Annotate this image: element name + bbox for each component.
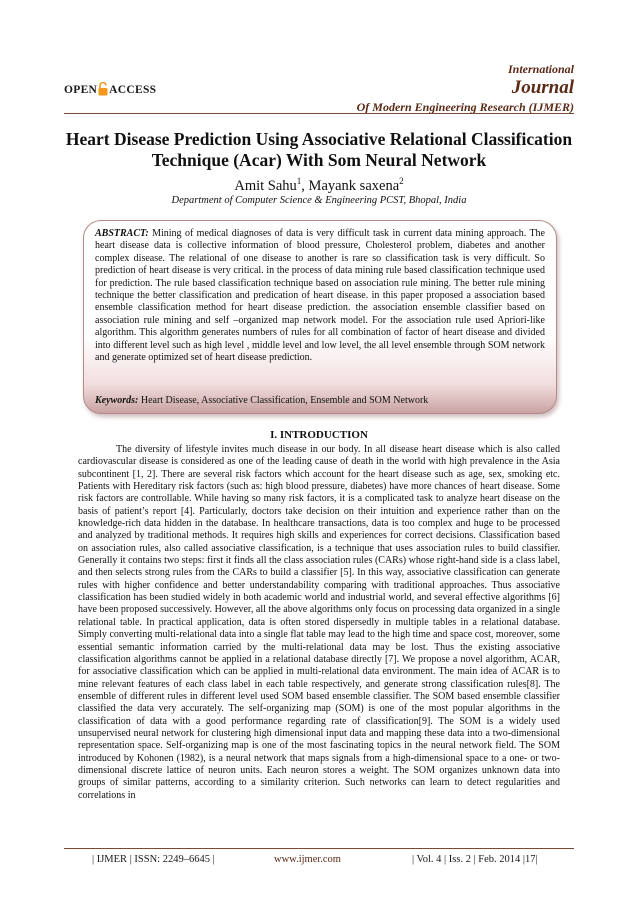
affiliation: Department of Computer Science & Engineering PCST, Bhopal, India bbox=[171, 195, 467, 206]
abstract-box bbox=[83, 220, 557, 414]
journal-line-3: Of Modern Engineering Research (IJMER) bbox=[356, 100, 574, 114]
footer-website[interactable]: www.ijmer.com bbox=[274, 854, 341, 865]
keywords-text: Heart Disease, Associative Classification, Ensemble and SOM Network bbox=[138, 395, 429, 406]
abstract bbox=[95, 228, 545, 364]
header-divider bbox=[64, 113, 574, 114]
author-2-sup: 2 bbox=[399, 176, 404, 186]
abstract-label: ABSTRACT: bbox=[95, 228, 149, 239]
abstract-text: Mining of medical diagnoses of data is very difficult task in current data mining approach. The heart disease data is collective information of blood pressure, Cholesterol problem, diabetes and another complex disease. The relational of one disease to another is rare so classification task is very difficult. So prediction of heart disease is very critical. in the process of data mining rule based classification technique used for prediction. The rule based classification technique based on association rule mining. The better rule mining technique the better classification and predication of heart disease. in this paper proposed a association based ensemble classification method for heart disease prediction. the association ensemble classifier based on association rule mining and self –organized map network model. For the association rule used Apriori-like algorithm. This algorithm generates numbers of rules for all combination of factor of heart disease and divided into different level such as high level , middle level and low level, the all level ensemble through SOM network and generate optimized set of heart disease prediction. bbox=[95, 228, 545, 364]
journal-name bbox=[357, 62, 574, 115]
footer-issn: | IJMER | ISSN: 2249–6645 | bbox=[92, 854, 215, 865]
journal-line-1: International bbox=[507, 62, 574, 76]
authors bbox=[0, 176, 638, 195]
author-separator: , bbox=[301, 177, 309, 194]
open-access-logo bbox=[64, 82, 156, 96]
keywords-label: Keywords: bbox=[95, 395, 139, 406]
open-lock-icon bbox=[98, 82, 108, 96]
keywords bbox=[95, 395, 545, 406]
author-1: Amit Sahu bbox=[234, 177, 297, 194]
author-1-sup: 1 bbox=[296, 176, 302, 186]
journal-line-2: Journal bbox=[511, 77, 574, 98]
footer-divider bbox=[64, 848, 574, 849]
open-access-right: ACCESS bbox=[109, 84, 157, 96]
paper-title: Heart Disease Prediction Using Associative Relational Classification Technique (Acar) With Som Neural Network bbox=[65, 129, 573, 170]
section-heading: I. INTRODUCTION bbox=[270, 429, 368, 441]
footer-volume: | Vol. 4 | Iss. 2 | Feb. 2014 |17| bbox=[412, 854, 538, 865]
author-2: Mayank saxena bbox=[308, 177, 400, 194]
body-text: The diversity of lifestyle invites much disease in our body. In all disease heart disease which is also called cardiovascular disease is considered as one of the leading cause of death in the world with high prevalence in the Asia subcontinent [1, 2]. There are several risk factors which account for the heart disease such as age, sex, smoking etc. Patients with Hereditary risk factors (such as: high blood pressure, diabetes) have more chances of heart disease. Some risk factors are controllable. While having so many risk factors, it is a complicated task to analyze heart disease on the basis of patient’s report [4]. Particularly, doctors take decision on their intuition and experience rather than on the knowledge-rich data hidden in the database. In healthcare transactions, data is too complex and huge to be processed and analyzed by traditional methods. It requires high skills and experiences for correct decisions. Classification based on association rules, also called associative classification, is a technique that uses association rules to build classifier. Generally it contains two steps: first it finds all the class association rules (CARs) whose right-hand side is a class label, and then selects strong rules from the CARs to build a classifier [5]. In this way, associative classification can generate rules with higher confidence and better understandability comparing with traditional approaches. Thus associative classification has been studied widely in both academic world and industrial world, and several effective algorithms [6] have been proposed successively. However, all the above algorithms only focus on processing data organized in a single relational table. In practical application, data is often stored dispersedly in multiple tables in a relational database. Simply converting multi-relational data into a single flat table may lead to the high time and space cost, moreover, some essential semantic information carried by the multi-relational data may be lost. Thus the existing associative classification algorithms cannot be applied in a relational database directly [7]. We propose a novel algorithm, ACAR, for associative classification which can be applied in multi-relational data environment. The main idea of ACAR is to mine relevant features of each class label in each table respectively, and generate strong classification rules[8]. The ensemble of different rules in different level used SOM based ensemble classifier. The SOM based ensemble classifier classified the data very accurately. The self-organizing map (SOM) is one of the most popular algorithms in the classification of data with a good performance regarding rate of classification[9]. The SOM is a widely used unsupervised neural network for clustering high dimensional input data and mapping these data into a two-dimensional representation space. Self-organizing map is one of the most fascinating topics in the neural network field. The SOM introduced by Kohonen (1982), is a neural network that maps signals from a high-dimensional space to a one- or two-dimensional discrete lattice of neuron units. Each neuron stores a weight. The SOM organizes unknown data into groups of similar patterns, according to a similarity criterion. Such networks can learn to detect regularities and correlations in bbox=[78, 444, 560, 801]
open-access-left: OPEN bbox=[64, 84, 98, 96]
